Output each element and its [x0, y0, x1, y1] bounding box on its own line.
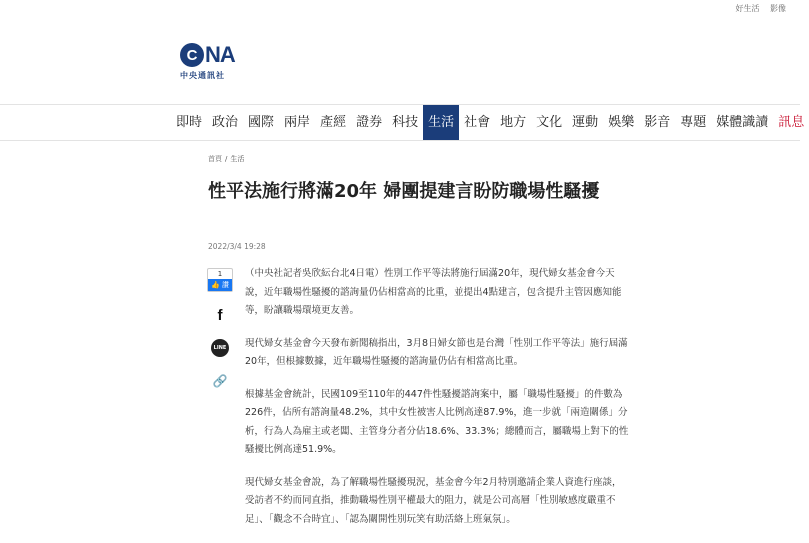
share-bar — [207, 268, 233, 391]
breadcrumb-section[interactable]: 生活 — [230, 155, 245, 163]
nav-item-media-literacy[interactable]: 媒體識讀 — [716, 115, 769, 130]
nav-item-society[interactable]: 社會 — [464, 115, 491, 130]
breadcrumb-separator: / — [225, 155, 228, 163]
nav-item-securities[interactable]: 證券 — [356, 115, 383, 130]
facebook-icon[interactable]: f — [217, 306, 223, 324]
logo-circle: C — [180, 43, 204, 67]
nav-item-entertainment[interactable]: 娛樂 — [608, 115, 635, 130]
breadcrumb-home[interactable]: 首頁 — [208, 155, 222, 163]
nav-item-international[interactable]: 國際 — [248, 115, 275, 130]
top-links — [727, 3, 786, 14]
nav-item-local[interactable]: 地方 — [500, 115, 527, 130]
line-icon: LINE — [211, 339, 229, 357]
line-share-button[interactable] — [210, 338, 230, 358]
article-paragraph: （中央社記者吳欣紜台北4日電）性別工作平等法將施行屆滿20年，現代婦女基金會今天說，近年職場性騷擾的諮詢量仍佔相當高的比重，並提出4點建言，包含提升主管因應知能等，盼讓職場環境更友善。 — [245, 268, 622, 316]
nav-item-breaking[interactable]: 即時 — [176, 115, 203, 130]
nav-item-finance[interactable]: 產經 — [320, 115, 347, 130]
nav-item-politics[interactable]: 政治 — [212, 115, 239, 130]
logo-letters: NA — [205, 42, 235, 67]
toplink-lifestyle[interactable]: 好生活 — [735, 4, 760, 13]
like-button[interactable]: 👍 讚 — [208, 279, 232, 291]
article-paragraph: 根據基金會統計，民國109至110年的447件性騷擾諮詢案中，屬「職場性騷擾」的件數為226件，佔所有諮詢量48.2%，其中女性被害人比例高達87.9%，進一步就「兩造關係」分析，行為人為雇主或老闆、主管身分者分佔18.6%、33.3%；總體而言，屬職場上對下的性騷擾比例高達51.9%。 — [245, 388, 629, 455]
article-date: 2022/3/4 19:28 — [208, 242, 266, 251]
logo-text: 中央通訊社 — [180, 71, 225, 80]
facebook-like-widget[interactable] — [207, 268, 233, 292]
nav-item-video[interactable]: 影音 — [644, 115, 671, 130]
breadcrumb — [208, 154, 244, 164]
nav-item-lifestyle[interactable]: 生活 — [423, 105, 459, 140]
article-paragraph: 現代婦女基金會今天發布新聞稿指出，3月8日婦女節也是台灣「性別工作平等法」施行屆滿20年，但根據數據，近年職場性騷擾的諮詢量仍佔有相當高比重。 — [245, 337, 628, 367]
article-paragraph: 現代婦女基金會說，為了解職場性騷擾現況，基金會今年2月特別邀請企業人資進行座談，受訪者不約而同直指，推動職場性別平權最大的阻力，就是公司高層「性別敏感度嚴重不足」、「觀念不合時宜」、「認為關開性別玩笑有助活絡上班氣氛」。 — [245, 476, 622, 525]
logo-mark — [180, 42, 240, 68]
nav-item-cross-strait[interactable]: 兩岸 — [284, 115, 311, 130]
nav-item-message[interactable]: 訊息 — [778, 115, 805, 130]
nav-item-culture[interactable]: 文化 — [536, 115, 563, 130]
article-title: 性平法施行將滿20年 婦團提建言盼防職場性騷擾 — [208, 181, 600, 202]
link-icon[interactable]: 🔗 — [212, 374, 228, 388]
nav-item-features[interactable]: 專題 — [680, 115, 707, 130]
nav-item-tech[interactable]: 科技 — [392, 115, 419, 130]
article-body — [245, 265, 631, 543]
divider — [0, 140, 800, 141]
cna-logo[interactable] — [180, 42, 240, 82]
nav-item-sports[interactable]: 運動 — [572, 115, 599, 130]
like-count: 1 — [217, 270, 223, 278]
toplink-video[interactable]: 影像 — [770, 4, 786, 13]
main-nav — [171, 105, 809, 140]
